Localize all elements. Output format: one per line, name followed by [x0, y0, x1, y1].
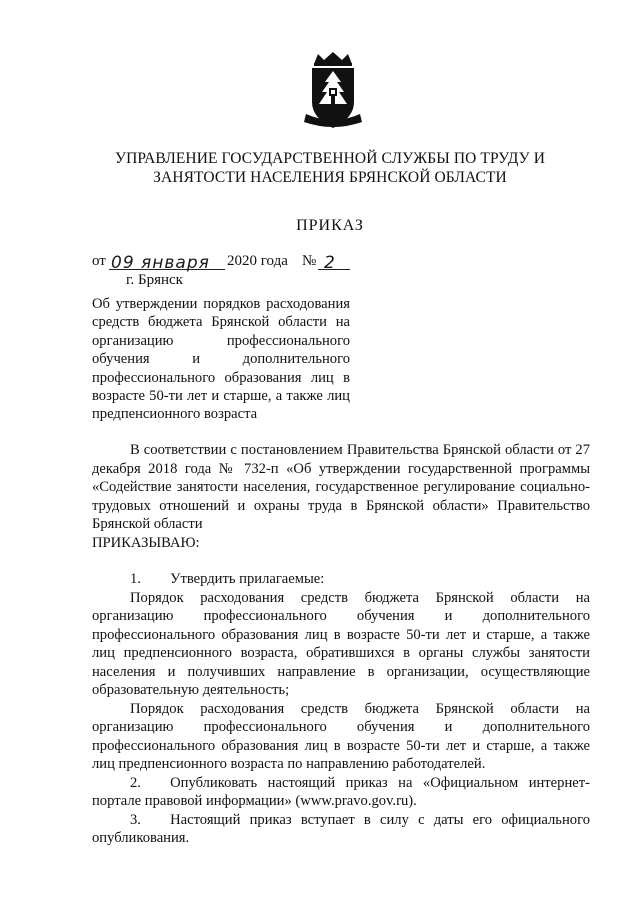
- item-1: 1. Утвердить прилагаемые:: [130, 571, 325, 587]
- item-1-b: Порядок расходования средств бюджета Брянской области на организацию профессионального обучения и дополнительного профессионального образования лиц в возрасте 50-ти лет и старше, а также лиц предпенсионного возраста по направлению работодателей.: [92, 700, 590, 772]
- item-1-a: Порядок расходования средств бюджета Брянской области на организацию профессионального обучения и дополнительного профессионального образования лиц в возрасте 50-ти лет и старше, а также лиц предпенсионного возраста, обратившихся в органы службы занятости населения и получивших направление в организации, осуществляющие образовательную деятельность;: [92, 589, 590, 698]
- coat-of-arms-icon: [300, 52, 366, 130]
- city: г. Брянск: [126, 272, 183, 288]
- preamble: В соответствии с постановлением Правительства Брянской области от 27 декабря 2018 года № 732-п «Об утверждении государственной программы «Содействие занятости населения, государственное регулирование социально-трудовых отношений и охраны труда в Брянской области» Правительство Брянской области: [92, 442, 590, 532]
- document-type: ПРИКАЗ: [296, 217, 364, 234]
- number-underline: [318, 269, 350, 270]
- number-label: №: [302, 253, 317, 269]
- document-subject: Об утверждении порядков расходования средств бюджета Брянской области на организацию профессионального обучения и дополнительного профессионального образования лиц в возрасте 50-ти лет и старше, а также лиц предпенсионного возраста: [92, 296, 350, 423]
- document-body: [92, 441, 590, 848]
- date-underline: [109, 269, 225, 270]
- date-prefix: от: [92, 253, 106, 269]
- organization-name: [60, 149, 600, 187]
- organization-name-line2: ЗАНЯТОСТИ НАСЕЛЕНИЯ БРЯНСКОЙ ОБЛАСТИ: [153, 169, 507, 186]
- year-text: 2020 года: [227, 253, 288, 269]
- organization-name-line1: УПРАВЛЕНИЕ ГОСУДАРСТВЕННОЙ СЛУЖБЫ ПО ТРУДУ И: [115, 150, 545, 167]
- item-2: 2. Опубликовать настоящий приказ на «Официальном интернет-портале правовой информации» (www.pravo.gov.ru).: [92, 774, 590, 809]
- order-word: ПРИКАЗЫВАЮ:: [92, 534, 200, 551]
- handwritten-number: 2: [324, 253, 336, 273]
- item-3: 3. Настоящий приказ вступает в силу с даты его официального опубликования.: [92, 811, 590, 846]
- handwritten-date: 09 января: [111, 253, 210, 273]
